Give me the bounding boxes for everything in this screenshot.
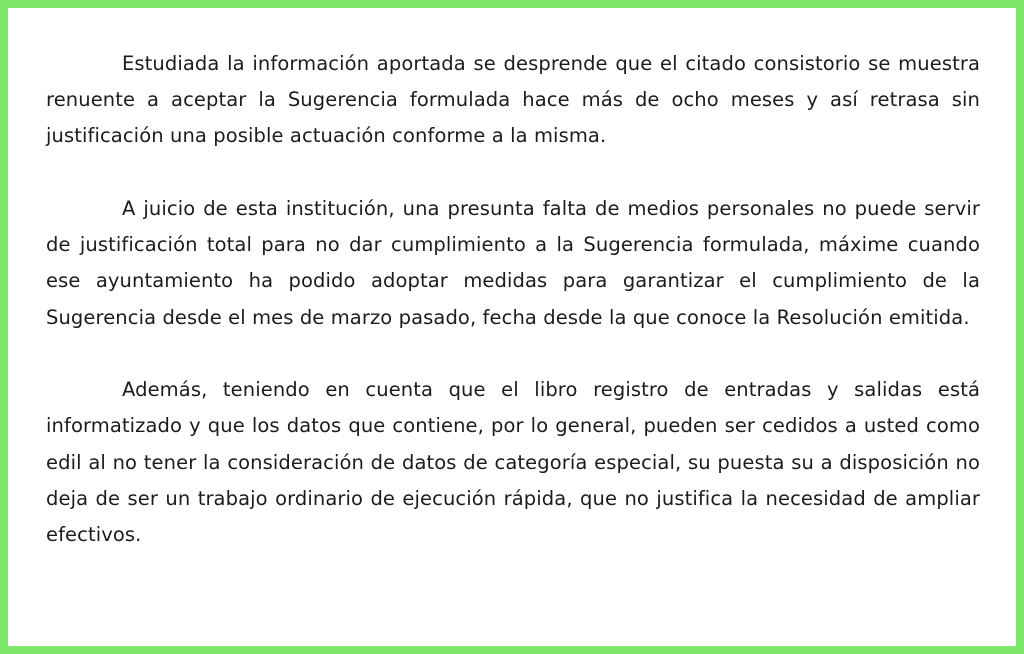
- paragraph-1: Estudiada la información aportada se desprende que el citado consistorio se muestra renuente a aceptar la Sugerencia formulada hace más de ocho meses y así retrasa sin justificación una posible actuación conforme a la misma.: [46, 52, 980, 148]
- paragraph-3: Además, teniendo en cuenta que el libro registro de entradas y salidas está informatizado y que los datos que contiene, por lo general, pueden ser cedidos a usted como edil al no tener la consideración de datos de categoría especial, su puesta su a disposición no deja de ser un trabajo ordinario de ejecución rápida, que no justifica la necesidad de ampliar efectivos.: [46, 378, 980, 547]
- paragraph-2: A juicio de esta institución, una presunta falta de medios personales no puede servir de justificación total para no dar cumplimiento a la Sugerencia formulada, máxime cuando ese ayuntamiento ha podido adoptar medidas para garantizar el cumplimiento de la Sugerencia desde el mes de marzo pasado, fecha desde la que conoce la Resolución emitida.: [46, 197, 980, 329]
- document-body: [46, 46, 980, 553]
